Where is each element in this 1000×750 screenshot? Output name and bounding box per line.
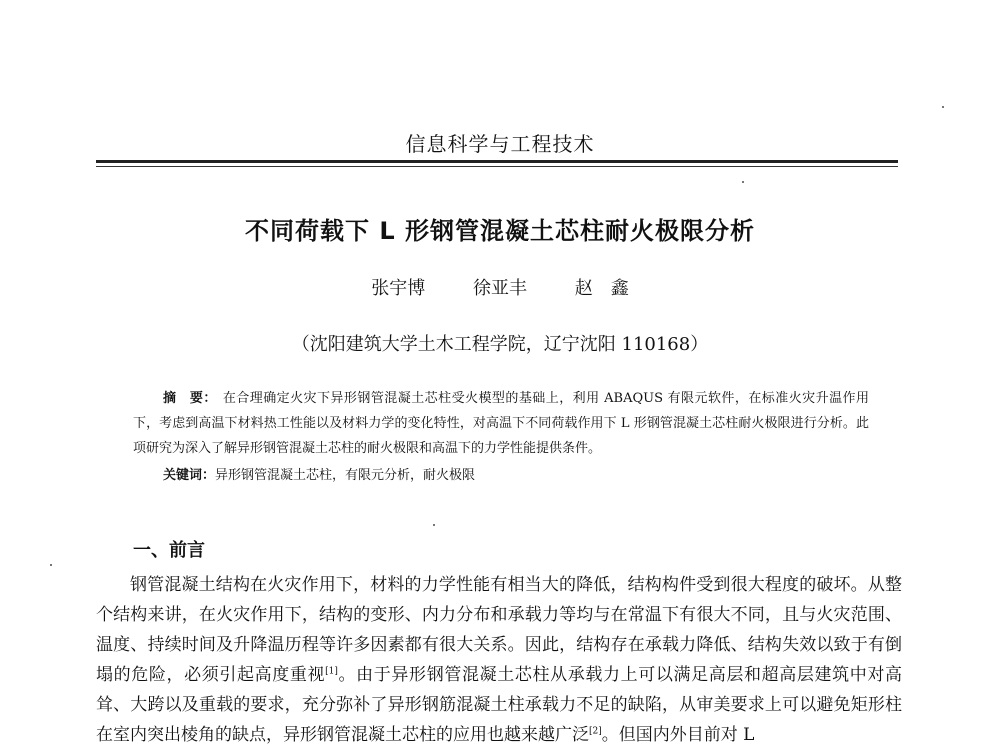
paper-title: 不同荷载下 L 形钢管混凝土芯柱耐火极限分析 xyxy=(244,217,755,245)
abstract-text: 在合理确定火灾下异形钢管混凝土芯柱受火模型的基础上，利用 ABAQUS 有限元软件，在标准火灾升温作用下，考虑到高温下材料热工性能以及材料力学的变化特性，对高温下不同荷载作用下 L 形钢管混凝土芯柱耐火极限进行分析。此项研究为深入了解异形钢管混凝土芯柱的耐火极限和高温下的力学性能提供条件。 xyxy=(133,391,869,456)
author-name: 徐亚丰 xyxy=(473,278,527,299)
keywords-text: 异形钢管混凝土芯柱，有限元分析，耐火极限 xyxy=(215,468,476,483)
scan-speck xyxy=(942,106,944,108)
author-name: 张宇博 xyxy=(371,278,426,299)
keywords-block xyxy=(163,464,869,488)
scan-speck xyxy=(433,524,435,526)
scan-speck xyxy=(742,181,744,183)
journal-section-header: 信息科学与工程技术 xyxy=(405,132,595,156)
body-paragraph xyxy=(96,570,902,750)
paragraph-text: 。但国内外目前对 L xyxy=(601,725,755,745)
paragraph-text: 。由于异形钢管混凝土芯柱从承载力上可以满足高层和超高层建筑中对高耸、大跨以及重载的要求，充分弥补了异形钢筋混凝土柱承载力不足的缺陷，从审美要求上可以避免矩形柱在室内突出棱角的缺点，异形钢管混凝土芯柱的应用也越来越广泛 xyxy=(96,665,903,745)
scan-speck xyxy=(50,564,52,566)
header-rule-thick xyxy=(96,160,898,163)
body-text xyxy=(96,570,902,750)
author-list xyxy=(0,274,1000,300)
keywords-label: 关键词： xyxy=(163,468,216,483)
author-name: 赵 鑫 xyxy=(574,278,629,299)
paragraph-text: 钢管混凝土结构在火灾作用下，材料的力学性能有相当大的降低，结构构件受到很大程度的破坏。从整个结构来讲，在火灾作用下，结构的变形、内力分布和承载力等均与在常温下有很大不同，且与火灾范围、温度、持续时间及升降温历程等许多因素都有很大关系。因此，结构存在承载力降低、结构失效以致于有倒塌的危险，必须引起高度重视 xyxy=(96,575,902,685)
abstract-label: 摘 要： xyxy=(163,391,217,406)
citation-ref: [1] xyxy=(325,666,338,677)
header-rule-thin xyxy=(96,166,898,167)
citation-ref: [2] xyxy=(589,726,602,737)
author-affiliation: （沈阳建筑大学土木工程学院，辽宁沈阳 110168） xyxy=(291,334,709,355)
abstract-block xyxy=(133,386,869,461)
section-heading: 一、前言 xyxy=(133,540,205,561)
